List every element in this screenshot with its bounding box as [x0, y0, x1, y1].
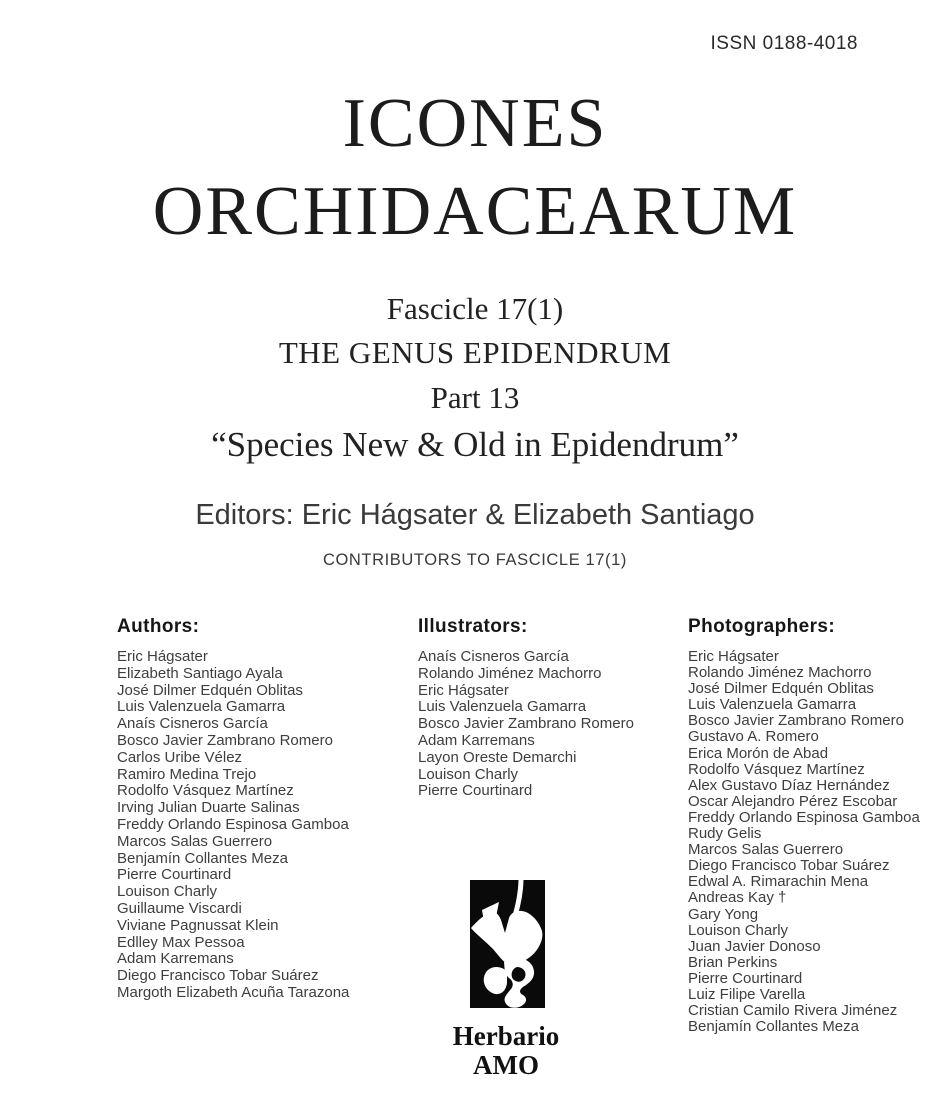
- contributor-name: Eric Hágsater: [117, 648, 208, 665]
- contributors-heading: CONTRIBUTORS TO FASCICLE 17(1): [322, 551, 628, 569]
- issn-number: ISSN 0188-4018: [710, 33, 858, 54]
- species-quote: “Species New & Old in Epidendrum”: [211, 425, 739, 464]
- contributor-name: Pierre Courtinard: [117, 866, 232, 884]
- contributor-name: Juan Javier Donoso: [688, 937, 821, 955]
- contributor-name: Guillaume Viscardi: [117, 899, 242, 917]
- contributor-name: Marcos Salas Guerrero: [117, 832, 273, 850]
- contributor-name: Luis Valenzuela Gamarra: [117, 698, 286, 716]
- contributor-name: Louison Charly: [418, 765, 519, 783]
- herbario-amo-label: [421, 1022, 591, 1080]
- contributor-name: Rodolfo Vásquez Martínez: [117, 782, 294, 800]
- contributor-name: Rudy Gelis: [688, 825, 762, 843]
- publication-title-line2: ORCHIDACEARUM: [152, 173, 798, 250]
- contributor-name: Erica Morón de Abad: [688, 744, 829, 762]
- contributor-name: Louison Charly: [117, 883, 218, 901]
- contributor-name: Pierre Courtinard: [418, 782, 533, 800]
- contributor-name: Edlley Max Pessoa: [117, 933, 245, 951]
- illustrators-list: [418, 649, 684, 800]
- contributor-name: Oscar Alejandro Pérez Escobar: [688, 792, 898, 810]
- contributor-name: Bosco Javier Zambrano Romero: [117, 731, 333, 749]
- contributor-name: Gary Yong: [688, 905, 759, 923]
- contributor-name: Diego Francisco Tobar Suárez: [688, 857, 890, 875]
- contributor-name: Benjamín Collantes Meza: [688, 1018, 859, 1036]
- contributor-name: Pierre Courtinard: [688, 969, 803, 987]
- publication-title: [0, 80, 950, 256]
- photographers-list: [688, 649, 950, 1035]
- contributor-name: Adam Karremans: [418, 731, 535, 749]
- contributor-name: Carlos Uribe Vélez: [117, 748, 243, 766]
- contributor-name: Louison Charly: [688, 921, 789, 939]
- contributor-name: Alex Gustavo Díaz Hernández: [688, 776, 890, 794]
- contributor-name: Rolando Jiménez Machorro: [688, 664, 872, 682]
- contributor-name: Edwal A. Rimarachin Mena: [688, 873, 869, 891]
- contributor-name: Luis Valenzuela Gamarra: [418, 698, 587, 716]
- contributor-name: Benjamín Collantes Meza: [117, 849, 288, 867]
- illustrators-heading: Illustrators:: [418, 616, 528, 637]
- contributor-name: José Dilmer Edquén Oblitas: [688, 680, 874, 698]
- photographers-column: [688, 616, 950, 1035]
- contributor-name: Freddy Orlando Espinosa Gamboa: [117, 815, 349, 833]
- contributor-name: Rolando Jiménez Machorro: [418, 664, 602, 682]
- part-number: Part 13: [430, 380, 520, 415]
- photographers-heading: Photographers:: [688, 616, 836, 637]
- contributor-name: Brian Perkins: [688, 953, 778, 971]
- fascicle-number: Fascicle 17(1): [386, 291, 564, 326]
- contributor-name: Luiz Filipe Varella: [688, 985, 806, 1003]
- contributor-name: Bosco Javier Zambrano Romero: [418, 715, 634, 733]
- authors-column: [117, 616, 409, 1002]
- contributor-name: Eric Hágsater: [688, 648, 779, 665]
- contributor-name: Ramiro Medina Trejo: [117, 765, 257, 783]
- contributor-name: Luis Valenzuela Gamarra: [688, 696, 857, 714]
- herbario-label: Herbario: [452, 1021, 560, 1051]
- amo-label: AMO: [473, 1050, 539, 1080]
- contributor-name: Viviane Pagnussat Klein: [117, 916, 279, 934]
- contributor-name: Gustavo A. Romero: [688, 728, 819, 746]
- contributor-name: Layon Oreste Demarchi: [418, 748, 577, 766]
- contributor-name: Irving Julian Duarte Salinas: [117, 799, 300, 817]
- contributor-name: Margoth Elizabeth Acuña Tarazona: [117, 983, 350, 1001]
- contributor-name: Adam Karremans: [117, 950, 234, 968]
- authors-list: [117, 649, 409, 1002]
- authors-heading: Authors:: [117, 616, 200, 637]
- publication-title-line1: ICONES: [342, 85, 608, 162]
- contributor-name: Diego Francisco Tobar Suárez: [117, 967, 319, 985]
- contributor-name: Elizabeth Santiago Ayala: [117, 664, 283, 682]
- contributor-name: José Dilmer Edquén Oblitas: [117, 681, 303, 699]
- contributor-name: Rodolfo Vásquez Martínez: [688, 760, 865, 778]
- orchid-logo-icon: [470, 880, 545, 1008]
- contributor-name: Andreas Kay †: [688, 889, 787, 907]
- contributor-name: Marcos Salas Guerrero: [688, 841, 844, 859]
- contributor-name: Anaís Cisneros García: [418, 648, 569, 665]
- illustrators-column: [418, 616, 684, 800]
- contributor-name: Anaís Cisneros García: [117, 715, 268, 733]
- contributor-name: Cristian Camilo Rivera Jiménez: [688, 1002, 898, 1020]
- editors-line: Editors: Eric Hágsater & Elizabeth Santiago: [195, 499, 755, 531]
- subtitle-block: [0, 288, 950, 470]
- contributor-name: Freddy Orlando Espinosa Gamboa: [688, 808, 920, 826]
- contributor-name: Eric Hágsater: [418, 681, 509, 699]
- contributor-name: Bosco Javier Zambrano Romero: [688, 712, 904, 730]
- genus-title: THE GENUS EPIDENDRUM: [278, 335, 672, 370]
